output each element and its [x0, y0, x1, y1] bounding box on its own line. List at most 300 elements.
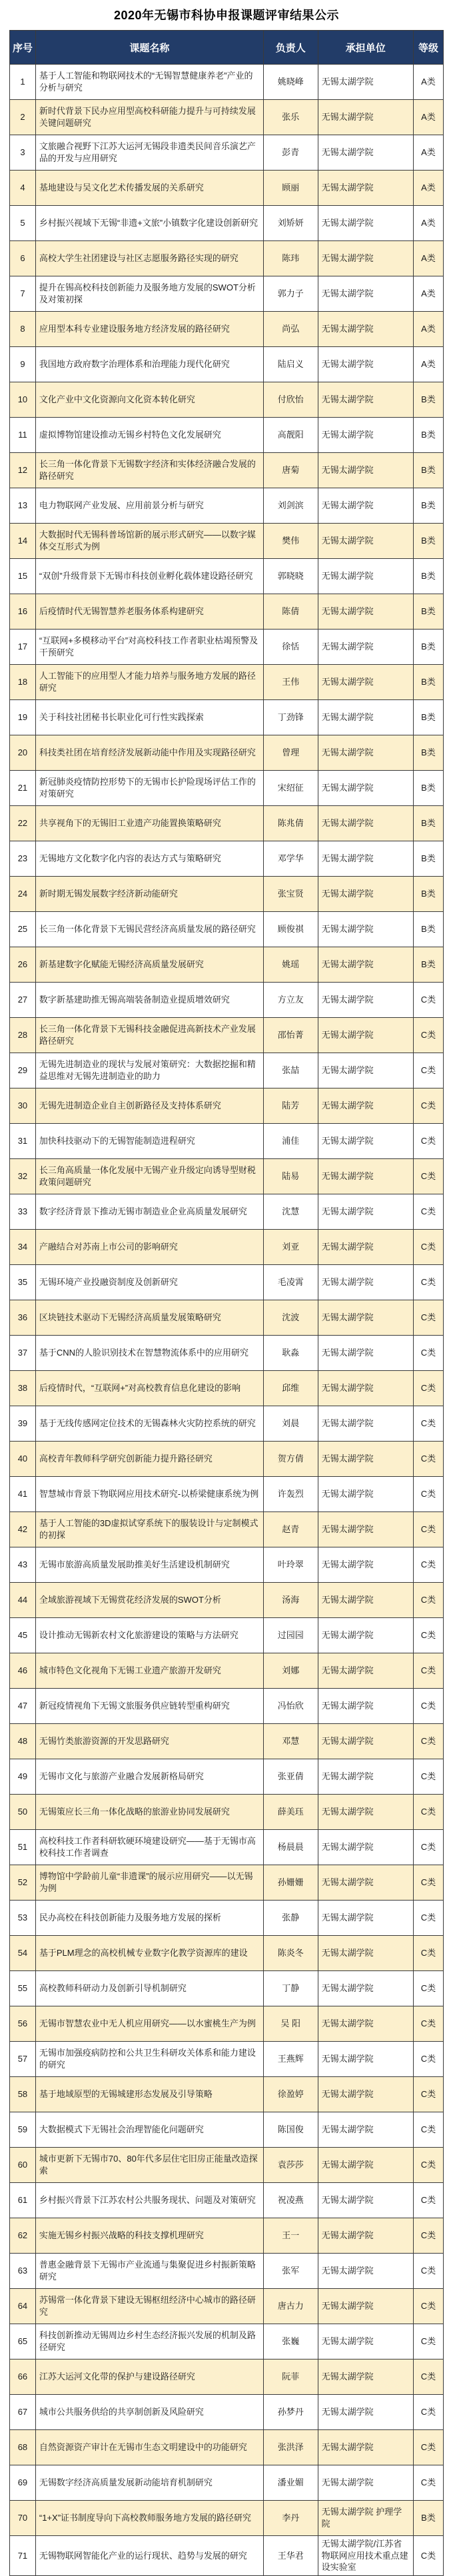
table-row: [10, 1300, 444, 1336]
table-row: [10, 1936, 444, 1971]
cell-index: 65: [10, 2324, 36, 2360]
table-row: [10, 241, 444, 276]
cell-grade: C类: [413, 1901, 443, 1936]
cell-project-title: 电力物联网产业发展、应用前景分析与研究: [35, 488, 263, 524]
cell-index: 26: [10, 947, 36, 983]
cell-index: 23: [10, 841, 36, 877]
cell-grade: B类: [413, 912, 443, 947]
cell-unit: 无锡太湖学院: [318, 912, 413, 947]
cell-grade: C类: [413, 1759, 443, 1795]
cell-grade: C类: [413, 2289, 443, 2324]
cell-project-title: 应用型本科专业建设服务地方经济发展的路径研究: [35, 312, 263, 347]
cell-leader: 陈炎冬: [263, 1936, 318, 1971]
cell-project-title: 苏锡常一体化背景下建设无锡枢纽经济中心城市的路径研究: [35, 2289, 263, 2324]
cell-project-title: 基地建设与吴文化艺术传播发展的关系研究: [35, 171, 263, 206]
cell-project-title: 无锡数字经济高质量发展新动能培育机制研究: [35, 2465, 263, 2501]
cell-index: 29: [10, 1053, 36, 1088]
cell-leader: 顾丽: [263, 171, 318, 206]
cell-leader: 陈兆倩: [263, 806, 318, 841]
cell-project-title: 后疫情时代，“互联网+”对高校教育信息化建设的影响: [35, 1371, 263, 1406]
table-row: [10, 206, 444, 241]
cell-leader: 姚瑶: [263, 947, 318, 983]
cell-grade: A类: [413, 206, 443, 241]
cell-project-title: 无锡市智慧农业中无人机应用研究——以水蜜桃生产为例: [35, 2006, 263, 2042]
cell-index: 71: [10, 2536, 36, 2576]
cell-unit: 无锡太湖学院: [318, 100, 413, 135]
cell-index: 16: [10, 594, 36, 630]
cell-project-title: 基于人工智能的3D虚拟试穿系统下的服装设计与定制模式的初探: [35, 1512, 263, 1547]
table-row: [10, 418, 444, 453]
cell-unit: 无锡太湖学院: [318, 1759, 413, 1795]
cell-project-title: 实施无锡乡村振兴战略的科技支撑机理研究: [35, 2218, 263, 2254]
cell-leader: 王一: [263, 2218, 318, 2254]
table-row: [10, 100, 444, 135]
cell-grade: A类: [413, 241, 443, 276]
cell-index: 6: [10, 241, 36, 276]
cell-project-title: 普惠金融背景下无锡市产业流通与集聚促进乡村振新策略研究: [35, 2254, 263, 2289]
table-row: [10, 2112, 444, 2148]
cell-leader: 许轰烈: [263, 1477, 318, 1512]
table-row: [10, 1088, 444, 1124]
cell-project-title: 长三角一体化背景下无锡民营经济高质量发展的路径研究: [35, 912, 263, 947]
table-row: [10, 1653, 444, 1689]
cell-project-title: 全域旅游视域下无锡赏花经济发展的SWOT分析: [35, 1583, 263, 1618]
cell-index: 59: [10, 2112, 36, 2148]
cell-leader: 彭青: [263, 135, 318, 171]
cell-project-title: 自然资源资产审计在无锡市生态文明建设中的功能研究: [35, 2430, 263, 2465]
cell-unit: 无锡太湖学院: [318, 1477, 413, 1512]
cell-project-title: 无锡市文化与旅游产业融合发展新格局研究: [35, 1759, 263, 1795]
cell-unit: 无锡太湖学院: [318, 1653, 413, 1689]
cell-unit: 无锡太湖学院: [318, 1830, 413, 1865]
cell-project-title: 高校大学生社团建设与社区志愿服务路径实现的研究: [35, 241, 263, 276]
table-row: [10, 1230, 444, 1265]
cell-project-title: 长三角一体化背景下无锡科技金融促进高新技术产业发展路径研究: [35, 1018, 263, 1053]
cell-unit: 无锡太湖学院: [318, 1124, 413, 1159]
cell-unit: 无锡太湖学院: [318, 1865, 413, 1901]
cell-grade: B类: [413, 382, 443, 418]
results-table: [9, 30, 444, 2576]
cell-index: 19: [10, 700, 36, 735]
cell-index: 37: [10, 1336, 36, 1371]
cell-grade: C类: [413, 1830, 443, 1865]
table-row: [10, 2360, 444, 2395]
cell-index: 39: [10, 1406, 36, 1442]
cell-index: 3: [10, 135, 36, 171]
cell-unit: 无锡太湖学院: [318, 2360, 413, 2395]
cell-leader: 唐菊: [263, 453, 318, 488]
cell-grade: B类: [413, 2501, 443, 2536]
cell-project-title: 人工智能下的应用型人才能力培养与服务地方发展的路径研究: [35, 665, 263, 700]
cell-grade: B类: [413, 735, 443, 771]
cell-grade: B类: [413, 700, 443, 735]
cell-project-title: 城市更新下无锡市70、80年代多层住宅旧房正能量改造探索: [35, 2148, 263, 2183]
cell-leader: 张洪泽: [263, 2430, 318, 2465]
table-row: [10, 1583, 444, 1618]
cell-grade: C类: [413, 2183, 443, 2218]
cell-leader: 张军: [263, 2254, 318, 2289]
cell-unit: 无锡太湖学院: [318, 1583, 413, 1618]
table-row: [10, 2254, 444, 2289]
cell-index: 38: [10, 1371, 36, 1406]
cell-project-title: 高校教师科研动力及创新引导机制研究: [35, 1971, 263, 2006]
cell-leader: 邓慧: [263, 1724, 318, 1759]
cell-leader: 杨晨晨: [263, 1830, 318, 1865]
cell-index: 18: [10, 665, 36, 700]
cell-unit: 无锡太湖学院: [318, 1336, 413, 1371]
cell-unit: 无锡太湖学院: [318, 1194, 413, 1230]
cell-unit: 无锡太湖学院: [318, 2395, 413, 2430]
cell-leader: 樊伟: [263, 524, 318, 559]
table-row: [10, 877, 444, 912]
cell-unit: 无锡太湖学院: [318, 347, 413, 382]
cell-leader: 郭晓晓: [263, 559, 318, 594]
cell-leader: 毛凌霄: [263, 1265, 318, 1300]
cell-index: 69: [10, 2465, 36, 2501]
cell-index: 46: [10, 1653, 36, 1689]
cell-index: 35: [10, 1265, 36, 1300]
cell-index: 51: [10, 1830, 36, 1865]
cell-project-title: 城市公共服务供给的共享制创新及风险研究: [35, 2395, 263, 2430]
cell-project-title: 无锡竹类旅游资源的开发思路研究: [35, 1724, 263, 1759]
page-title: 2020年无锡市科协申报课题评审结果公示: [113, 9, 340, 22]
cell-project-title: 基于地域原型的无锡城建形态发展及引导策略: [35, 2077, 263, 2112]
table-row: [10, 1265, 444, 1300]
cell-index: 48: [10, 1724, 36, 1759]
cell-leader: 祝凌燕: [263, 2183, 318, 2218]
cell-project-title: 大数据时代无锡科普场馆新的展示形式研究——以数字媒体交互形式为例: [35, 524, 263, 559]
cell-index: 25: [10, 912, 36, 947]
cell-index: 58: [10, 2077, 36, 2112]
cell-index: 40: [10, 1442, 36, 1477]
cell-grade: C类: [413, 1088, 443, 1124]
cell-grade: C类: [413, 2148, 443, 2183]
cell-grade: C类: [413, 1300, 443, 1336]
cell-project-title: 高校科技工作者科研软硬环境建设研究——基于无锡市高校科技工作者调查: [35, 1830, 263, 1865]
cell-unit: 无锡太湖学院: [318, 1442, 413, 1477]
cell-leader: 姚晓峰: [263, 65, 318, 100]
cell-leader: 叶玲翠: [263, 1547, 318, 1583]
cell-grade: C类: [413, 1477, 443, 1512]
cell-leader: 张乐: [263, 100, 318, 135]
table-row: [10, 524, 444, 559]
table-row: [10, 2148, 444, 2183]
cell-unit: 无锡太湖学院: [318, 488, 413, 524]
table-row: [10, 1159, 444, 1194]
cell-leader: 邱维: [263, 1371, 318, 1406]
cell-unit: 无锡太湖学院: [318, 2112, 413, 2148]
cell-grade: C类: [413, 1406, 443, 1442]
table-row: [10, 1053, 444, 1088]
cell-leader: 付欣怡: [263, 382, 318, 418]
cell-unit: 无锡太湖学院: [318, 983, 413, 1018]
cell-index: 56: [10, 2006, 36, 2042]
cell-grade: B类: [413, 771, 443, 806]
cell-project-title: 虚拟博物馆建设推动无锡乡村特色文化发展研究: [35, 418, 263, 453]
cell-index: 27: [10, 983, 36, 1018]
cell-project-title: 无锡地方文化数字化内容的表达方式与策略研究: [35, 841, 263, 877]
cell-unit: 无锡太湖学院: [318, 1512, 413, 1547]
cell-project-title: 新基建数字化赋能无锡经济高质量发展研究: [35, 947, 263, 983]
cell-project-title: “互联网+多模移动平台”对高校科技工作者职业枯竭预警及干预研究: [35, 630, 263, 665]
cell-grade: B类: [413, 418, 443, 453]
cell-leader: 刘剑滨: [263, 488, 318, 524]
cell-grade: C类: [413, 2536, 443, 2576]
cell-leader: 过园园: [263, 1618, 318, 1653]
cell-grade: A类: [413, 347, 443, 382]
cell-grade: C类: [413, 1159, 443, 1194]
cell-leader: 徐盈婷: [263, 2077, 318, 2112]
table-row: [10, 2183, 444, 2218]
cell-index: 57: [10, 2042, 36, 2077]
cell-grade: B类: [413, 630, 443, 665]
cell-grade: C类: [413, 1865, 443, 1901]
cell-grade: B类: [413, 524, 443, 559]
table-row: [10, 771, 444, 806]
cell-index: 21: [10, 771, 36, 806]
header-title: 课题名称: [35, 31, 263, 65]
cell-leader: 耿淼: [263, 1336, 318, 1371]
cell-unit: 无锡太湖学院: [318, 1300, 413, 1336]
cell-leader: 刘亚: [263, 1230, 318, 1265]
cell-unit: 无锡太湖学院: [318, 1053, 413, 1088]
cell-leader: 郭力子: [263, 276, 318, 312]
cell-unit: 无锡太湖学院: [318, 1230, 413, 1265]
table-row: [10, 453, 444, 488]
cell-project-title: 民办高校在科技创新能力及服务地方发展的探析: [35, 1901, 263, 1936]
cell-unit: 无锡太湖学院: [318, 2465, 413, 2501]
cell-leader: 丁劲锋: [263, 700, 318, 735]
cell-leader: 张宝贤: [263, 877, 318, 912]
cell-leader: 吴 阳: [263, 2006, 318, 2042]
cell-index: 32: [10, 1159, 36, 1194]
table-row: [10, 841, 444, 877]
cell-index: 67: [10, 2395, 36, 2430]
table-row: [10, 947, 444, 983]
table-row: [10, 312, 444, 347]
cell-grade: C类: [413, 1724, 443, 1759]
cell-index: 28: [10, 1018, 36, 1053]
cell-unit: 无锡太湖学院/江苏省物联网应用技术重点建设实验室: [318, 2536, 413, 2576]
cell-leader: 阮菲: [263, 2360, 318, 2395]
cell-leader: 陈倩: [263, 594, 318, 630]
table-row: [10, 1901, 444, 1936]
cell-unit: 无锡太湖学院: [318, 1547, 413, 1583]
table-row: [10, 806, 444, 841]
cell-leader: 徐恬: [263, 630, 318, 665]
cell-grade: B类: [413, 453, 443, 488]
table-row: [10, 2077, 444, 2112]
cell-project-title: 文旅融合视野下江苏大运河无锡段非遗类民间音乐演艺产品的开发与应用研究: [35, 135, 263, 171]
cell-grade: C类: [413, 1442, 443, 1477]
cell-project-title: 无锡先进制造企业自主创新路径及支持体系研究: [35, 1088, 263, 1124]
cell-grade: C类: [413, 2042, 443, 2077]
cell-unit: 无锡太湖学院: [318, 700, 413, 735]
table-row: [10, 630, 444, 665]
cell-project-title: 区块链技术驱动下无锡经济高质量发展策略研究: [35, 1300, 263, 1336]
cell-project-title: 乡村振兴视域下无锡“非遗+文旅”小镇数字化建设创新研究: [35, 206, 263, 241]
cell-leader: 刘晨: [263, 1406, 318, 1442]
cell-unit: 无锡太湖学院: [318, 2042, 413, 2077]
cell-index: 68: [10, 2430, 36, 2465]
cell-index: 7: [10, 276, 36, 312]
cell-unit: 无锡太湖学院: [318, 594, 413, 630]
cell-unit: 无锡太湖学院: [318, 559, 413, 594]
cell-leader: 王燕辉: [263, 2042, 318, 2077]
cell-grade: C类: [413, 2077, 443, 2112]
cell-grade: C类: [413, 1547, 443, 1583]
cell-grade: A类: [413, 312, 443, 347]
cell-project-title: 无锡物联网智能化产业的运行现状、趋势与发展的研究: [35, 2536, 263, 2576]
table-row: [10, 1759, 444, 1795]
cell-grade: C类: [413, 1795, 443, 1830]
cell-unit: 无锡太湖学院: [318, 276, 413, 312]
table-row: [10, 1442, 444, 1477]
cell-project-title: 共享视角下的无锡旧工业遗产功能置换策略研究: [35, 806, 263, 841]
cell-unit: 无锡太湖学院: [318, 2006, 413, 2042]
cell-index: 61: [10, 2183, 36, 2218]
cell-leader: 袁莎莎: [263, 2148, 318, 2183]
cell-leader: 孙梦丹: [263, 2395, 318, 2430]
cell-grade: C类: [413, 1371, 443, 1406]
header-index: 序号: [10, 31, 36, 65]
table-row: [10, 1477, 444, 1512]
table-row: [10, 1194, 444, 1230]
table-row: [10, 382, 444, 418]
cell-unit: 无锡太湖学院: [318, 312, 413, 347]
cell-grade: C类: [413, 2218, 443, 2254]
cell-unit: 无锡太湖学院: [318, 877, 413, 912]
cell-index: 54: [10, 1936, 36, 1971]
cell-grade: C类: [413, 1265, 443, 1300]
cell-unit: 无锡太湖学院: [318, 524, 413, 559]
cell-unit: 无锡太湖学院: [318, 1724, 413, 1759]
cell-leader: 贺方倩: [263, 1442, 318, 1477]
header-unit: 承担单位: [318, 31, 413, 65]
table-row: [10, 1971, 444, 2006]
cell-unit: 无锡太湖学院: [318, 65, 413, 100]
cell-unit: 无锡太湖学院: [318, 2148, 413, 2183]
cell-grade: A类: [413, 171, 443, 206]
cell-leader: 薛美珏: [263, 1795, 318, 1830]
cell-leader: 邵怡菁: [263, 1018, 318, 1053]
table-row: [10, 276, 444, 312]
header-leader: 负责人: [263, 31, 318, 65]
cell-grade: B类: [413, 594, 443, 630]
cell-project-title: 无锡市加强疫病防控和公共卫生科研攻关体系和能力建设的研究: [35, 2042, 263, 2077]
cell-grade: B类: [413, 665, 443, 700]
cell-unit: 无锡太湖学院: [318, 630, 413, 665]
cell-project-title: 基于CNN的人脸识别技术在智慧物流体系中的应用研究: [35, 1336, 263, 1371]
cell-index: 33: [10, 1194, 36, 1230]
cell-project-title: 文化产业中文化资源向文化资本转化研究: [35, 382, 263, 418]
cell-grade: C类: [413, 1653, 443, 1689]
cell-unit: 无锡太湖学院: [318, 2077, 413, 2112]
cell-unit: 无锡太湖学院: [318, 2430, 413, 2465]
cell-leader: 刘娜: [263, 1653, 318, 1689]
table-row: [10, 1512, 444, 1547]
cell-grade: A类: [413, 100, 443, 135]
cell-project-title: 数字新基建助推无锡高端装备制造业提质增效研究: [35, 983, 263, 1018]
table-row: [10, 2324, 444, 2360]
cell-project-title: 基于人工智能和物联网技术的“无锡智慧健康养老”产业的分析与研究: [35, 65, 263, 100]
cell-unit: 无锡太湖学院: [318, 1971, 413, 2006]
cell-index: 41: [10, 1477, 36, 1512]
cell-grade: B类: [413, 841, 443, 877]
table-row: [10, 488, 444, 524]
table-row: [10, 665, 444, 700]
cell-leader: 丁静: [263, 1971, 318, 2006]
cell-index: 10: [10, 382, 36, 418]
cell-unit: 无锡太湖学院: [318, 171, 413, 206]
table-row: [10, 912, 444, 947]
cell-project-title: 新冠疫情视角下无锡文旅服务供应链转型重构研究: [35, 1689, 263, 1724]
cell-unit: 无锡太湖学院: [318, 1018, 413, 1053]
table-row: [10, 1371, 444, 1406]
cell-leader: 方立友: [263, 983, 318, 1018]
cell-project-title: 基于PLM理念的高校机械专业数字化教学资源库的建设: [35, 1936, 263, 1971]
cell-leader: 冯怡欣: [263, 1689, 318, 1724]
cell-project-title: 关于科技社团秘书长职业化可行性实践探索: [35, 700, 263, 735]
cell-project-title: 后疫情时代无锡智慧养老服务体系构建研究: [35, 594, 263, 630]
table-row: [10, 2289, 444, 2324]
cell-grade: B类: [413, 947, 443, 983]
table-row: [10, 1547, 444, 1583]
cell-grade: C类: [413, 1583, 443, 1618]
cell-index: 13: [10, 488, 36, 524]
cell-index: 31: [10, 1124, 36, 1159]
cell-unit: 无锡太湖学院: [318, 1936, 413, 1971]
cell-index: 14: [10, 524, 36, 559]
cell-grade: A类: [413, 135, 443, 171]
cell-index: 42: [10, 1512, 36, 1547]
cell-index: 43: [10, 1547, 36, 1583]
cell-leader: 王伟: [263, 665, 318, 700]
table-row: [10, 171, 444, 206]
table-row: [10, 1830, 444, 1865]
table-row: [10, 2042, 444, 2077]
cell-project-title: 长三角高质量一体化发展中无锡产业升级定向诱导型财税政策问题研究: [35, 1159, 263, 1194]
cell-leader: 张巍: [263, 2324, 318, 2360]
cell-grade: C类: [413, 1689, 443, 1724]
cell-index: 15: [10, 559, 36, 594]
cell-unit: 无锡太湖学院: [318, 418, 413, 453]
header-grade: 等级: [413, 31, 443, 65]
cell-unit: 无锡太湖学院: [318, 2289, 413, 2324]
cell-index: 30: [10, 1088, 36, 1124]
table-row: [10, 559, 444, 594]
cell-index: 62: [10, 2218, 36, 2254]
cell-project-title: 新冠肺炎疫情防控形势下的无锡市长护险现场评估工作的对策研究: [35, 771, 263, 806]
cell-index: 55: [10, 1971, 36, 2006]
cell-index: 63: [10, 2254, 36, 2289]
cell-leader: 陆启义: [263, 347, 318, 382]
cell-unit: 无锡太湖学院: [318, 2324, 413, 2360]
cell-index: 8: [10, 312, 36, 347]
cell-grade: B类: [413, 877, 443, 912]
cell-leader: 浦佳: [263, 1124, 318, 1159]
cell-leader: 孙姗姗: [263, 1865, 318, 1901]
cell-leader: 尚弘: [263, 312, 318, 347]
cell-project-title: 城市特色文化视角下无锡工业遗产旅游开发研究: [35, 1653, 263, 1689]
cell-leader: 潘业媚: [263, 2465, 318, 2501]
cell-index: 20: [10, 735, 36, 771]
cell-leader: 高靓阳: [263, 418, 318, 453]
cell-grade: B类: [413, 488, 443, 524]
cell-project-title: 基于无线传感网定位技术的无锡森林火灾防控系统的研究: [35, 1406, 263, 1442]
cell-project-title: 博物馆中学龄前儿童“非遗课”的展示应用研究——以无锡为例: [35, 1865, 263, 1901]
cell-project-title: 长三角一体化背景下无锡数字经济和实体经济融合发展的路径研究: [35, 453, 263, 488]
